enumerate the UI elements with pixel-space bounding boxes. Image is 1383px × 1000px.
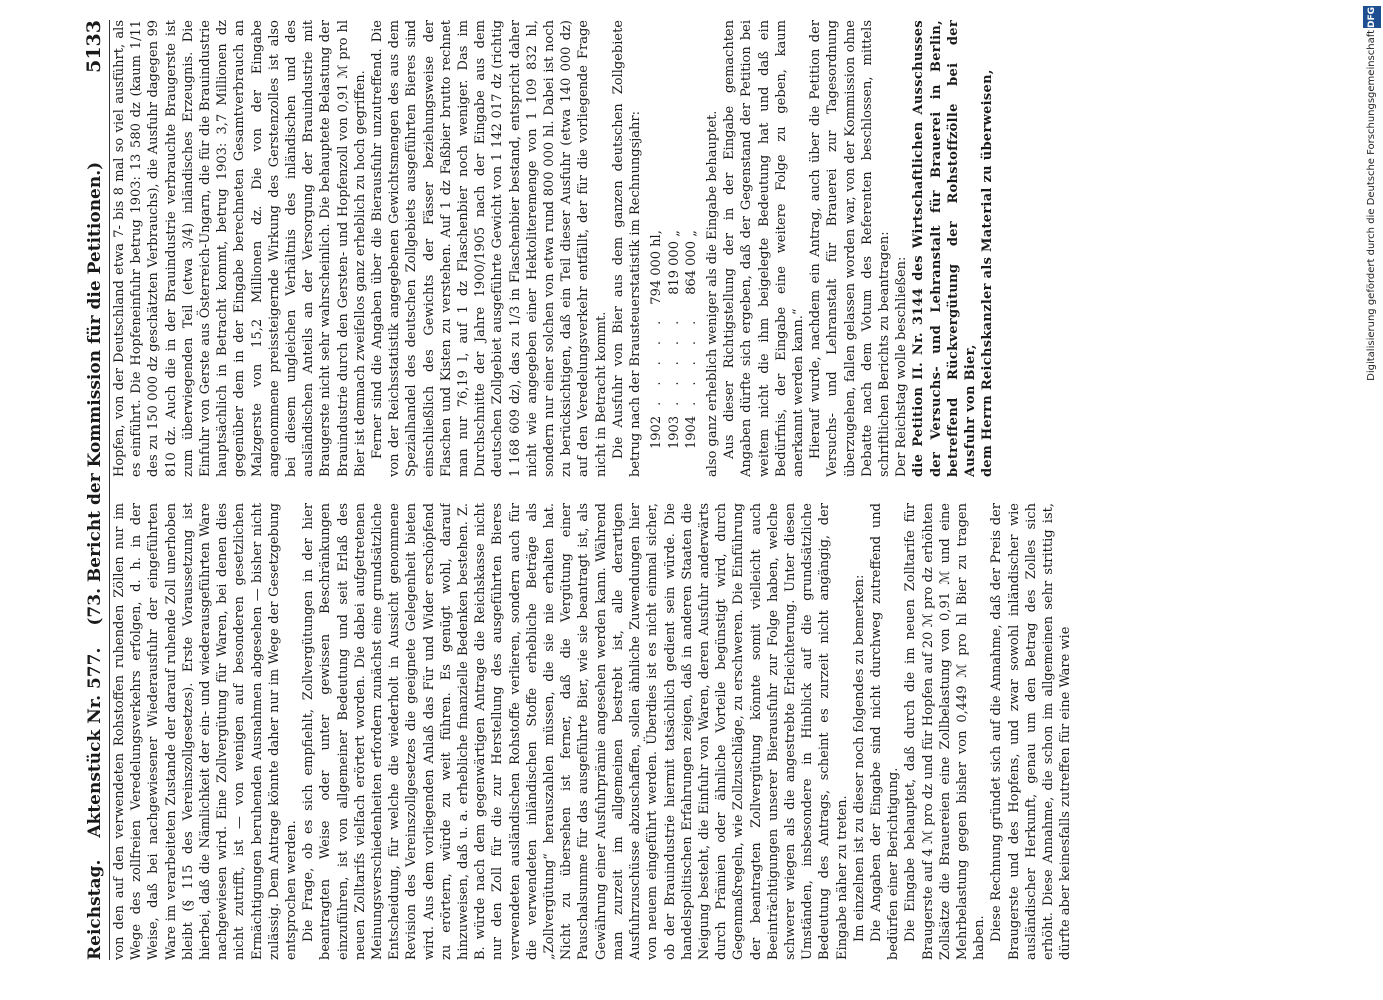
paragraph: Aus dieser Richtigstellung der in der Eingabe gemachten Angaben dürfte sich ergeben, daß der Gegenstand der Petition bei weitem nicht die ihm beigelegte Bedeutung hat und daß ein Bedürfnis, der Eingabe eine weitere Folge zu geben, kaum anerkannt werden kann.“ — [722, 20, 806, 477]
year-cell: 1902 — [649, 415, 665, 449]
paragraph: von den auf den verwendeten Rohstoffen ruhenden Zöllen nur im Wege des zollfreien Veredelungsverkehrs erfolgen, d. h. in der Weise, daß bei nachgewiesener Wiederausfuhr der eingeführten Ware im verarbeiteten Zustande der darauf ruhende Zoll unerhoben bleibt (§ 115 des Vereinszollgesetzes). Erste Voraussetzung ist hierbei, daß die Nämlichkeit der ein- und wiederausgeführten Ware nachgewiesen wird. Eine Zollvergütung für Waren, bei denen dies nicht zutrifft, ist — von wenigen auf besonderen gesetzlichen Ermächtigungen beruhenden Ausnahmen abgesehen — bisher nicht zulässig. Dem Antrage könnte daher nur im Wege der Gesetzgebung entsprochen werden. — [112, 503, 300, 960]
paragraph: Die Frage, ob es sich empfiehlt, Zollvergütungen in der hier beantragten Weise oder unter gewissen Beschränkungen einzuführen, ist von allgemeiner Bedeutung und seit Erlaß des neuen Zolltarifs vielfach erörtert worden. Die dabei aufgetretenen Meinungsverschiedenheiten erfordern zunächst eine grundsätzliche Entscheidung, für welche die wiederholt in Aussicht genommene Revision des Vereinszollgesetzes die geeignete Gelegenheit bieten wird. Aus dem vorliegenden Anlaß das Für und Wider erschöpfend zu erörtern, würde zu weit führen. Es genügt wohl, darauf hinzuweisen, daß u. a. erhebliche finanzielle Bedenken bestehen. Z. B. würde nach dem gegenwärtigen Antrage die Reichskasse nicht nur den Zoll für die zur Herstellung des ausgeführten Bieres verwendeten ausländischen Rohstoffe verlieren, sondern auch für die verwendeten inländischen Stoffe erhebliche Beträge als „Zollvergütung“ herauszahlen müssen, die sie nie erhalten hat. Nicht zu übersehen ist ferner, daß die Vergütung einer Pauschalsumme für das ausgeführte Bier, wie sie beantragt ist, als Gewährung einer Ausfuhrprämie angesehen werden kann. Während man zurzeit im allgemeinen bestrebt ist, alle derartigen Ausfuhrzuschüsse abzuschaffen, sollen ähnliche Zuwendungen hier von neuem eingeführt werden. Überdies ist es nicht einmal sicher, ob der Brauindustrie hiermit tatsächlich gedient sein würde. Die handelspolitischen Erfahrungen zeigen, daß in anderen Staaten die Neigung besteht, die Einfuhr von Waren, deren Ausfuhr anderwärts durch Prämien oder ähnliche Vorteile begünstigt wird, durch Gegenmaßregeln, wie Zollzuschläge, zu erschweren. Die Einführung der beantragten Zollvergütung könnte somit vielleicht auch Beeinträchtigungen unserer Bierausfuhr zur Folge haben, welche schwerer wiegen als die angestrebte Erleichterung. Unter diesen Umständen, insbesondere in Hinblick auf die grundsätzliche Bedeutung des Antrags, scheint es zurzeit nicht angängig, der Eingabe näher zu treten. — [301, 503, 850, 960]
paragraph: Hierauf wurde, nachdem ein Antrag, auch über die Petition der Versuchs- und Lehranstalt für Brauerei zur Tagesordnung überzugehen, fallen gelassen worden war, von der Kommission ohne Debatte nach dem Votum des Referenten beschlossen, mittels schriftlichen Berichts zu beantragen: — [808, 20, 892, 477]
year-cell: 1904 — [683, 415, 699, 449]
header-parliament: Reichstag. — [85, 859, 105, 960]
header-document: Aktenstück Nr. 577. — [85, 647, 105, 838]
resolution-text: dem Herrn Reichskanzler als Material zu überweisen, — [980, 69, 996, 477]
paragraph: Die Eingabe behauptet, daß durch die im neuen Zolltarife für Braugerste auf 4 ℳ pro dz und für Hopfen auf 20 ℳ pro dz erhöhten Zollsätze die Brauereien eine Zollbelastung von 0,91 ℳ und eine Mehrbelastung gegen bisher von 0,449 ℳ pro hl Bier zu tragen haben. — [903, 503, 988, 960]
right-column — [111, 20, 1255, 477]
value-cell: 819 000 „ — [666, 230, 682, 295]
resolution-text: die Petition II. Nr. 3144 des Wirtschaftlichen Ausschusses der Versuchs- und Lehranstalt für Brauerei in Berlin, betreffend Rückvergütung der Rohstoffzölle bei der Ausfuhr von Bier, — [911, 20, 978, 477]
paragraph: also ganz erheblich weniger als die Eingabe behauptet. — [704, 110, 720, 477]
table-row — [683, 220, 700, 449]
funding-note: Digitalisierung gefördert durch die Deutsche Forschungsgemeinschaft — [1366, 30, 1377, 381]
resolution-block — [893, 20, 996, 477]
beer-export-table — [648, 220, 700, 449]
dot-leader: . . . . . — [649, 314, 665, 406]
paragraph: Diese Rechnung gründet sich auf die Annahme, daß der Preis der Braugerste und des Hopfens, und zwar sowohl inländischer wie ausländischer Herkunft, genau um den Betrag des Zolles sich erhöht. Diese Annahme, die schon im allgemeinen sehr strittig ist, dürfte aber keinesfalls zutreffen für eine Ware wie — [989, 503, 1074, 960]
value-cell: 794 000 hl, — [649, 230, 665, 305]
paragraph: Hopfen, von der Deutschland etwa 7- bis 8 mal so viel ausführt, als es einführt. Die Hopfeneinfuhr betrug 1903: 13 580 dz (kaum 1/11 des zu 150 000 dz geschätzten Verbrauchs), die Ausfuhr dagegen 99 810 dz. Auch die in der Brauindustrie verbrauchte Braugerste ist zum überwiegenden Teil (etwa 3/4) inländisches Erzeugnis. Die Einfuhr von Gerste aus Österreich-Ungarn, die für die Brauindustrie hauptsächlich in Betracht kommt, betrug 1903: 3,7 Millionen dz gegenüber dem in der Eingabe berechneten Gesamtverbrauch an Malzgerste von 15,2 Millionen dz. Die von der Eingabe angenommene preissteigernde Wirkung des Gerstenzolles ist also bei diesem ungleichen Verhältnis des inländischen und des ausländischen Anteils an der Versorgung der Brauindustrie mit Braugerste nicht sehr wahrscheinlich. Die behauptete Belastung der Brauindustrie durch den Gersten- und Hopfenzoll von 0,91 ℳ pro hl Bier ist demnach zweifellos ganz erheblich zu hoch gegriffen. — [112, 20, 368, 477]
table-row — [666, 220, 683, 449]
header-left — [85, 162, 105, 960]
page-header — [71, 20, 110, 960]
dot-leader: . . . . . — [666, 314, 682, 406]
year-cell: 1903 — [666, 415, 682, 449]
paragraph: Die Angaben der Eingabe sind nicht durchweg zutreffend und bedürfen einer Berichtigung. — [868, 503, 902, 960]
page-number: 5133 — [83, 20, 105, 73]
paragraph: Im einzelnen ist zu dieser noch folgendes zu bemerken: — [851, 574, 867, 942]
document-page — [15, 0, 1315, 1000]
table-row — [648, 220, 665, 449]
dot-leader: . . . . . — [683, 314, 699, 406]
paragraph: Der Reichstag wolle beschließen: — [894, 256, 910, 477]
dfg-logo: DFG — [1363, 6, 1381, 28]
paragraph: Die Ausfuhr von Bier aus dem ganzen deutschen Zollgebiete betrug nach der Brausteuerstatistik im Rechnungsjahr: — [610, 20, 644, 477]
header-report: (73. Bericht der Kommission für die Petitionen.) — [85, 161, 105, 626]
value-cell: 864 000 „ — [683, 230, 699, 295]
text-columns — [111, 20, 1255, 960]
paragraph: Ferner sind die Angaben über die Bierausfuhr unzutreffend. Die von der Reichsstatistik angegebenen Gewichtsmengen des aus dem Spezialhandel des deutschen Zollgebiets ausgeführten Bieres sind einschließlich des Gewichts der Fässer beziehungsweise der Flaschen und Kisten zu verstehen. Auf 1 dz Faßbier brutto rechnet man nur 76,19 l, auf 1 dz Flaschenbier noch weniger. Das im Durchschnitte der Jahre 1900/1905 nach der Eingabe aus dem deutschen Zollgebiet ausgeführte Gewicht von 1 142 017 dz (richtig 1 168 609 dz), das zu 1/3 in Flaschenbier bestand, entspricht daher nicht wie angegeben einer Hektoliteremenge von 1 109 832 hl, sondern nur einer solchen von etwa rund 800 000 hl. Dabei ist noch zu berücksichtigen, daß ein Teil dieser Ausfuhr (etwa 140 000 dz) auf den Veredelungsverkehr entfällt, der für die vorliegende Frage nicht in Betracht kommt. — [370, 20, 609, 477]
left-column — [111, 503, 1255, 960]
